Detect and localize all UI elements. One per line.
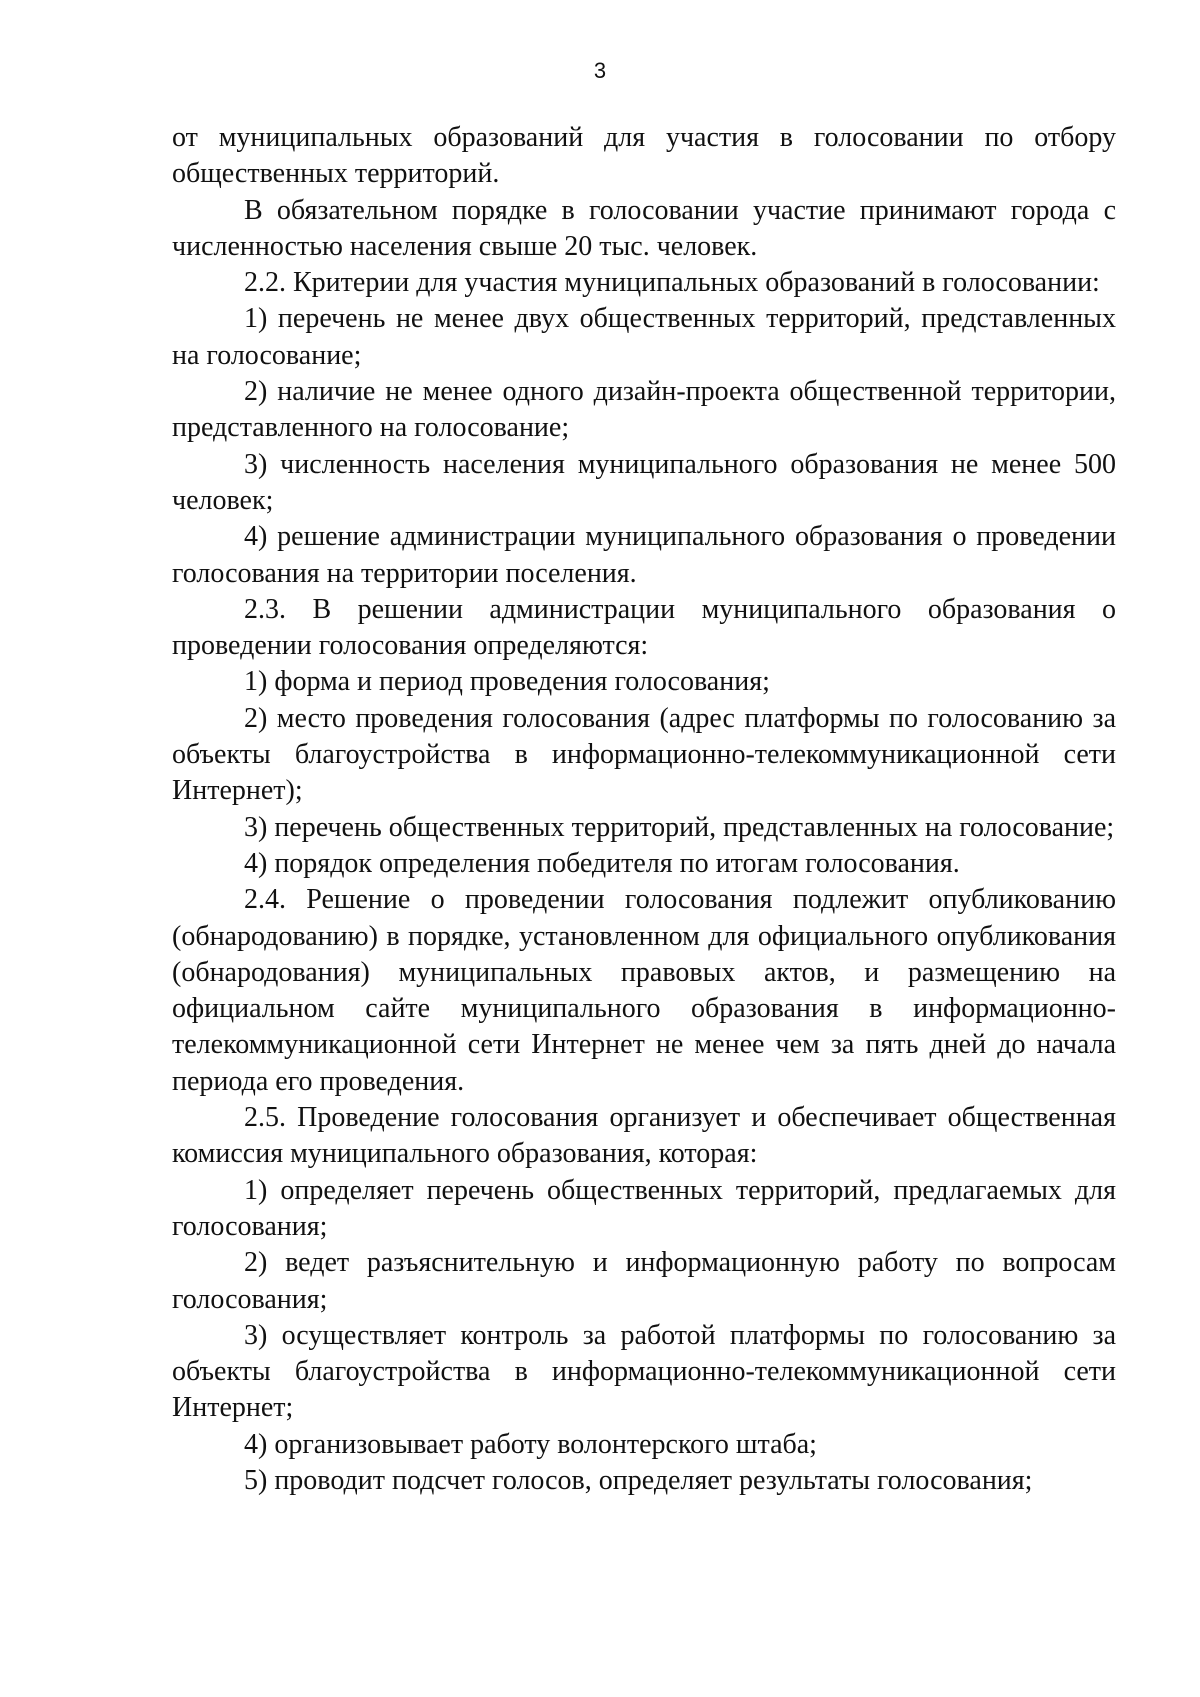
list-item: 3) осуществляет контроль за работой платформы по голосованию за объекты благоустройства в информационно-телекоммуникационной сети Интернет; xyxy=(172,1319,1116,1424)
list-item: 3) численность населения муниципального образования не менее 500 человек; xyxy=(172,448,1116,516)
paragraph: от муниципальных образований для участия в голосовании по отбору общественных территорий. xyxy=(172,122,1116,190)
list-item: 4) порядок определения победителя по итогам голосования. xyxy=(244,847,960,879)
list-item: 4) решение администрации муниципального образования о проведении голосования на территории поселения. xyxy=(172,521,1116,589)
list-item: 1) перечень не менее двух общественных территорий, представленных на голосование; xyxy=(172,303,1116,371)
paragraph: 2.2. Критерии для участия муниципальных образований в голосовании: xyxy=(244,267,1100,299)
list-item: 2) ведет разъяснительную и информационную работу по вопросам голосования; xyxy=(172,1247,1116,1315)
paragraph: 2.3. В решении администрации муниципального образования о проведении голосования определяются: xyxy=(172,593,1116,662)
list-item: 2) место проведения голосования (адрес платформы по голосованию за объекты благоустройства в информационно-телекоммуникационной сети Интернет); xyxy=(172,702,1116,807)
document-body xyxy=(172,120,1116,1499)
list-item: 3) перечень общественных территорий, представленных на голосование; xyxy=(244,811,1115,843)
paragraph: В обязательном порядке в голосовании участие принимают города с численностью населения свыше 20 тыс. человек. xyxy=(172,194,1116,262)
list-item: 4) организовывает работу волонтерского штаба; xyxy=(244,1428,817,1460)
list-item: 5) проводит подсчет голосов, определяет результаты голосования; xyxy=(244,1464,1033,1496)
paragraph: 2.5. Проведение голосования организует и обеспечивает общественная комиссия муниципального образования, которая: xyxy=(172,1102,1116,1170)
paragraph: 2.4. Решение о проведении голосования подлежит опубликованию (обнародованию) в порядке, установленном для официального опубликования (обнародования) муниципальных правовых актов, и размещению на официальном сайте муниципального образования в информационно-телекоммуникационной сети Интернет не менее чем за пять дней до начала периода его проведения. xyxy=(172,884,1116,1097)
list-item: 2) наличие не менее одного дизайн-проекта общественной территории, представленного на голосование; xyxy=(172,376,1116,444)
list-item: 1) определяет перечень общественных территорий, предлагаемых для голосования; xyxy=(172,1174,1116,1242)
page-number: 3 xyxy=(593,58,607,83)
list-item: 1) форма и период проведения голосования; xyxy=(244,666,770,698)
